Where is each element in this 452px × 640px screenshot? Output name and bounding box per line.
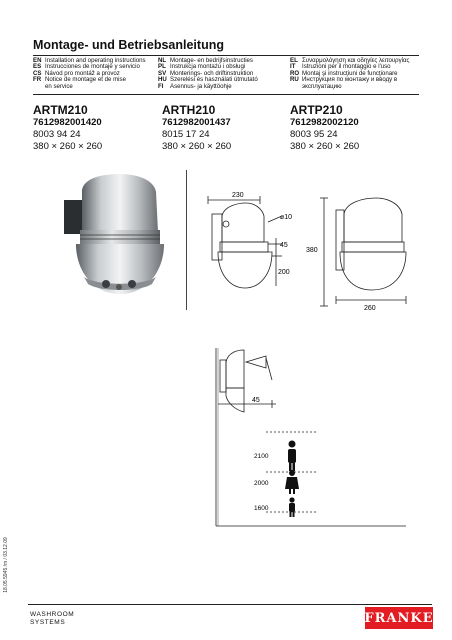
lang-text: Инструкция по монтажу и вводу в — [302, 76, 398, 84]
lang-code: RO — [290, 69, 300, 77]
lang-text: Asennus- ja käyttöohje — [170, 82, 232, 90]
language-column-3 — [290, 58, 410, 90]
dryer-body-top — [82, 174, 158, 232]
model-name: ARTH210 — [162, 103, 216, 117]
height-2100: 2100 — [254, 453, 269, 460]
model-block-artp210 — [290, 103, 359, 153]
model-number: 8003 95 24 — [290, 129, 338, 140]
lang-code: FR — [33, 76, 42, 84]
model-number: 8003 94 24 — [33, 129, 81, 140]
dim-230: 230 — [232, 192, 244, 199]
wall-bracket — [64, 200, 82, 234]
person-icon — [288, 441, 296, 472]
franke-logo: FRANKE — [365, 607, 433, 629]
lang-code: FI — [158, 82, 164, 90]
model-number: 8015 17 24 — [162, 129, 210, 140]
footer-rule — [28, 604, 432, 605]
installation-height-drawing — [196, 340, 406, 530]
lang-code: CS — [33, 69, 42, 77]
child-icon — [289, 497, 295, 517]
model-ean: 7612982001437 — [162, 117, 231, 128]
dim-hole: ⌀10 — [280, 214, 293, 221]
lang-text: en service — [45, 82, 73, 90]
model-dims: 380 × 260 × 260 — [290, 141, 360, 152]
dryer-band — [80, 230, 160, 244]
lang-text: Installation and operating instructions — [45, 57, 146, 64]
lang-text: Szerelési és használati útmutató — [170, 76, 258, 84]
model-name: ARTP210 — [290, 103, 343, 117]
lang-text: Návod pro montáž a provoz — [45, 69, 120, 77]
dim-45-wall: 45 — [252, 397, 260, 404]
lang-text: Istruzioni per il montaggio e l'uso — [302, 63, 391, 71]
language-column-1 — [33, 58, 146, 90]
lang-text: Notice de montage et de mise — [45, 76, 126, 84]
image-separator — [186, 170, 187, 310]
lang-code: EL — [290, 57, 298, 64]
model-block-artm210 — [33, 103, 102, 153]
dim-200: 200 — [278, 269, 290, 276]
model-dims: 380 × 260 × 260 — [33, 141, 103, 152]
height-1600: 1600 — [254, 505, 269, 512]
dimension-drawing-front-side — [196, 186, 422, 316]
lang-code: SV — [158, 69, 167, 77]
title-rule — [33, 55, 419, 56]
washroom-systems-label: WASHROOM SYSTEMS — [30, 611, 75, 626]
person-icon — [285, 470, 299, 494]
model-ean: 7612982001420 — [33, 117, 102, 128]
lang-text: Instrucciones de montaje y servicio — [45, 63, 140, 71]
nozzle-icon — [102, 280, 110, 288]
lang-code: HU — [158, 76, 167, 84]
lang-code: ES — [33, 63, 42, 71]
product-photo — [60, 172, 165, 312]
nozzle-icon — [128, 280, 136, 288]
lang-code: NL — [158, 57, 167, 64]
lang-text: эксплуатацию — [302, 82, 342, 90]
model-dims: 380 × 260 × 260 — [162, 141, 232, 152]
lang-text: Monterings- och driftinstruktion — [170, 69, 254, 77]
height-2000: 2000 — [254, 480, 269, 487]
model-block-arth210 — [162, 103, 231, 153]
lang-code: EN — [33, 57, 42, 64]
lang-code: IT — [290, 63, 296, 71]
lang-text: Montaj şi instrucţiuni de funcţionare — [302, 69, 398, 77]
language-rule — [33, 94, 419, 95]
lang-text: Instrukcja montażu i obsługi — [170, 63, 246, 71]
lang-text: Συναρμολόγηση και οδηγίες λειτουργίας — [302, 57, 410, 64]
model-ean: 7612982002120 — [290, 117, 359, 128]
language-column-2 — [158, 58, 258, 90]
lang-code: PL — [158, 63, 166, 71]
dim-45: 45 — [280, 242, 288, 249]
model-name: ARTM210 — [33, 103, 88, 117]
document-code: 18.05.5945 /m / 03.12.09 — [2, 537, 9, 593]
dim-380: 380 — [306, 247, 318, 254]
document-title: Montage- und Betriebsanleitung — [33, 38, 224, 52]
lang-code: RU — [290, 76, 299, 84]
dim-260: 260 — [364, 305, 376, 312]
lang-text: Montage- en bedrijfsinstructies — [170, 57, 253, 64]
